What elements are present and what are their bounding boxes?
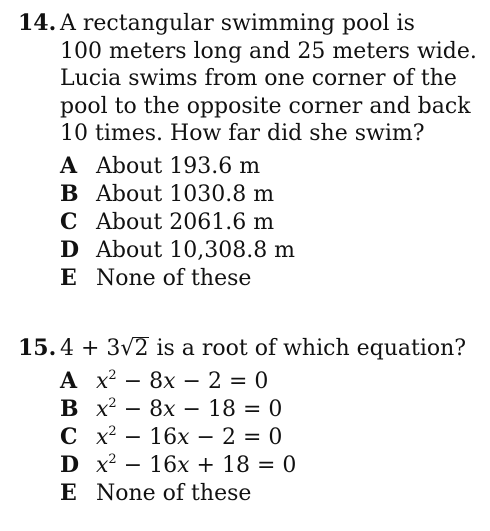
choice-text: None of these xyxy=(96,265,252,291)
choice-text: About 193.6 m xyxy=(96,153,261,179)
choice-letter: A xyxy=(60,152,78,179)
square-root xyxy=(120,335,149,363)
question-text-line: A rectangular swimming pool is xyxy=(60,11,415,36)
term: − 8 xyxy=(116,368,164,394)
radicand: 2 xyxy=(134,336,149,361)
choice-letter: B xyxy=(60,180,79,207)
question-text-line: pool to the opposite corner and back xyxy=(60,93,471,119)
choice-equation xyxy=(96,368,268,396)
variable: x xyxy=(163,396,176,422)
choice-text: None of these xyxy=(96,480,252,506)
variable: x xyxy=(177,452,190,478)
variable: x xyxy=(96,424,109,450)
choice-letter: E xyxy=(60,264,77,291)
answer-choices xyxy=(10,367,488,507)
exponent: 2 xyxy=(108,395,117,411)
question-14-stem xyxy=(10,10,488,148)
question-text-line: 10 times. How far did she swim? xyxy=(60,121,425,146)
choice-equation xyxy=(96,452,296,480)
answer-choice-d[interactable] xyxy=(60,451,488,479)
question-15-stem xyxy=(10,335,488,363)
radical-sign-icon: √ xyxy=(120,336,135,361)
question-text-line: Lucia swims from one corner of the xyxy=(60,66,457,91)
answer-choice-d[interactable] xyxy=(60,236,488,264)
choice-letter: B xyxy=(60,395,79,422)
variable: x xyxy=(96,452,109,478)
term: − 16 xyxy=(116,424,178,450)
question-text-line: 100 meters long and 25 meters wide. xyxy=(60,38,477,64)
choice-letter: A xyxy=(60,367,78,394)
answer-choice-c[interactable] xyxy=(60,208,488,236)
question-number: 15. xyxy=(18,335,57,361)
question-text-line xyxy=(60,335,488,363)
variable: x xyxy=(96,396,109,422)
stem-expression: 4 + 3 xyxy=(60,336,121,361)
answer-choice-b[interactable] xyxy=(60,180,488,208)
choice-equation xyxy=(96,424,282,452)
answer-choice-c[interactable] xyxy=(60,423,488,451)
choice-letter: C xyxy=(60,208,78,235)
variable: x xyxy=(96,368,109,394)
term: − 2 = 0 xyxy=(175,368,269,394)
term: − 2 = 0 xyxy=(189,424,283,450)
answer-choices xyxy=(10,152,488,292)
choice-text: About 2061.6 m xyxy=(96,209,275,235)
question-number: 14. xyxy=(18,10,57,36)
choice-equation xyxy=(96,396,282,424)
term: + 18 = 0 xyxy=(189,452,297,478)
choice-letter: D xyxy=(60,451,80,478)
question-15 xyxy=(10,335,488,507)
exponent: 2 xyxy=(108,423,117,439)
term: − 16 xyxy=(116,452,178,478)
term: − 18 = 0 xyxy=(175,396,283,422)
choice-letter: C xyxy=(60,423,78,450)
answer-choice-a[interactable] xyxy=(60,152,488,180)
exponent: 2 xyxy=(108,367,117,383)
exponent: 2 xyxy=(108,451,117,467)
choice-letter: D xyxy=(60,236,80,263)
variable: x xyxy=(177,424,190,450)
stem-text: is a root of which equation? xyxy=(149,336,467,361)
answer-choice-b[interactable] xyxy=(60,395,488,423)
question-14 xyxy=(10,10,488,292)
variable: x xyxy=(163,368,176,394)
answer-choice-a[interactable] xyxy=(60,367,488,395)
choice-text: About 1030.8 m xyxy=(96,181,275,207)
term: − 8 xyxy=(116,396,164,422)
answer-choice-e[interactable] xyxy=(60,479,488,507)
choice-text: About 10,308.8 m xyxy=(96,237,296,263)
answer-choice-e[interactable] xyxy=(60,264,488,292)
choice-letter: E xyxy=(60,479,77,506)
